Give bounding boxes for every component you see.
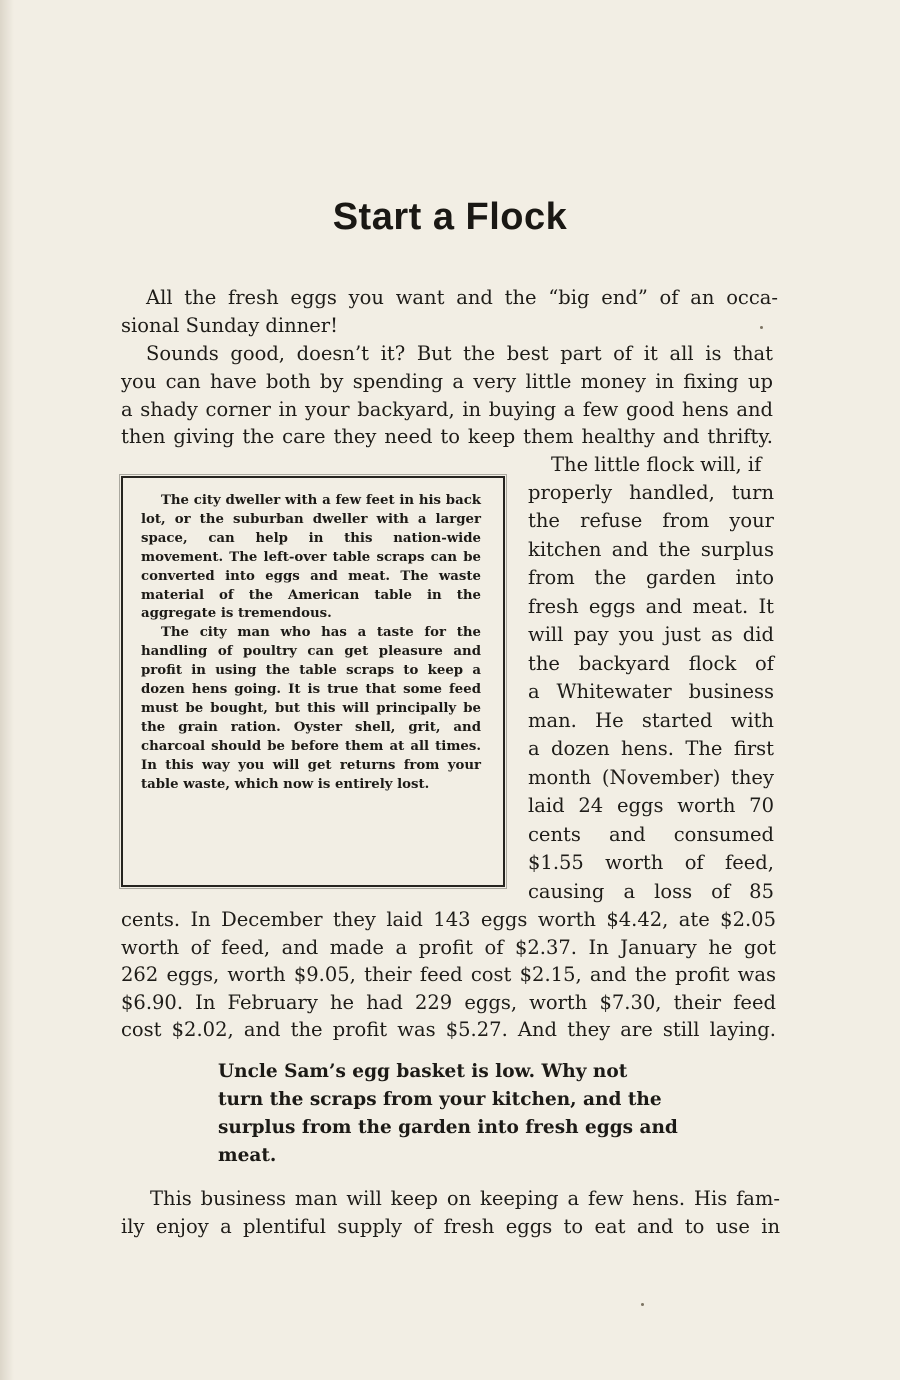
intro-line: All the fresh eggs you want and the “big end” of an occa-: [146, 286, 778, 309]
intro-line: sional Sunday dinner!: [121, 314, 338, 337]
body-line: $6.90. In February he had 229 eggs, worth $7.30, their feed: [121, 991, 776, 1014]
intro-line: you can have both by spending a very little money in fixing up: [121, 370, 773, 393]
intro-line: a shady corner in your backyard, in buying a few good hens and: [121, 398, 773, 421]
column-line: from the garden into: [528, 566, 774, 589]
sidebar-text: [141, 492, 481, 795]
callout-line: turn the scraps from your kitchen, and the: [218, 1089, 662, 1110]
paper-speck: [641, 1303, 644, 1306]
body-line: worth of feed, and made a profit of $2.37. In January he got: [121, 936, 776, 959]
paper-speck: [760, 326, 763, 329]
column-line: causing a loss of 85: [528, 880, 774, 903]
page-title: Start a Flock: [332, 196, 568, 238]
column-line: man. He started with: [528, 709, 774, 732]
intro-line: Sounds good, doesn’t it? But the best part of it all is that: [146, 342, 773, 365]
body-line: cost $2.02, and the profit was $5.27. And they are still laying.: [121, 1018, 776, 1041]
callout-text: [218, 1058, 698, 1170]
body-line: 262 eggs, worth $9.05, their feed cost $2.15, and the profit was: [121, 963, 776, 986]
column-line: fresh eggs and meat. It: [528, 595, 774, 618]
sidebar-paragraph: The city dweller with a few feet in his back lot, or the suburban dweller with a larger space, can help in this nation-wide movement. The left-over table scraps can be converted into eggs and meat. The waste material of the American table in the aggregate is tremendous.: [141, 493, 481, 622]
column-line: properly handled, turn: [528, 481, 774, 504]
intro-line: then giving the care they need to keep them healthy and thrifty.: [121, 425, 773, 448]
column-line: $1.55 worth of feed,: [528, 851, 774, 874]
column-line: a dozen hens. The first: [528, 737, 774, 760]
callout-line: Uncle Sam’s egg basket is low. Why not: [218, 1061, 628, 1082]
callout-line: surplus from the garden into fresh eggs and: [218, 1117, 678, 1138]
column-line: the backyard flock of: [528, 652, 774, 675]
column-line: month (November) they: [528, 766, 774, 789]
sidebar-box: [121, 476, 505, 887]
body-line: cents. In December they laid 143 eggs worth $4.42, ate $2.05: [121, 908, 776, 931]
column-line: kitchen and the surplus: [528, 538, 774, 561]
column-line: the refuse from your: [528, 509, 774, 532]
column-line: cents and consumed: [528, 823, 774, 846]
callout-line: meat.: [218, 1145, 277, 1166]
body-line: ily enjoy a plentiful supply of fresh eggs to eat and to use in: [121, 1215, 780, 1238]
column-line: laid 24 eggs worth 70: [528, 794, 774, 817]
column-line: will pay you just as did: [528, 623, 774, 646]
sidebar-paragraph: The city man who has a taste for the handling of poultry can get pleasure and profit in using the table scraps to keep a dozen hens going. It is true that some feed must be bought, but this will principally be the grain ration. Oyster shell, grit, and charcoal should be before them at all times. In this way you will get returns from your table waste, which now is entirely lost.: [141, 625, 481, 792]
column-line: The little flock will, if: [551, 453, 762, 476]
body-line: This business man will keep on keeping a few hens. His fam-: [150, 1187, 780, 1210]
column-line: a Whitewater business: [528, 680, 774, 703]
